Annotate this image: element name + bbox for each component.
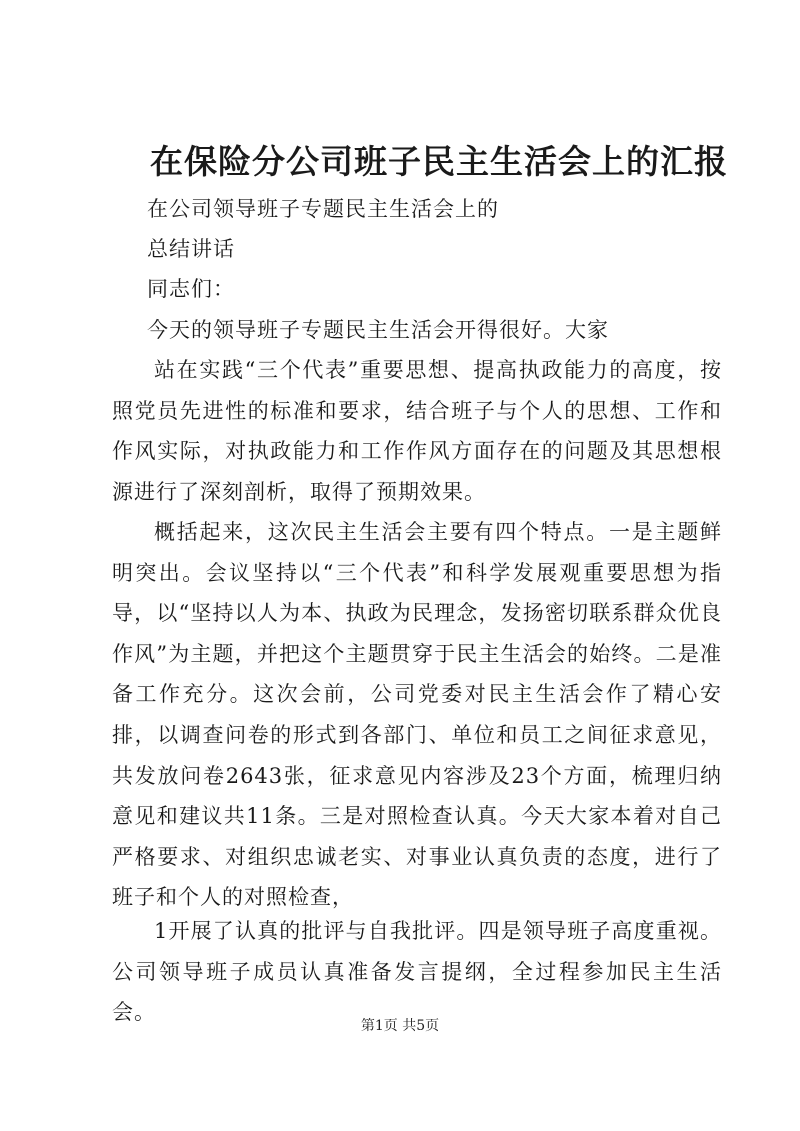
subtitle-line-1: 在公司领导班子专题民主生活会上的 bbox=[147, 197, 499, 221]
document-title: 在保险分公司班子民主生活会上的汇报 bbox=[150, 142, 728, 181]
paragraph-3: 1开展了认真的批评与自我批评。四是领导班子高度重视。公司领导班子成员认真准备发言提纲，全过程参加民主生活会。 bbox=[112, 919, 722, 1025]
paragraph-2: 概括起来，这次民主生活会主要有四个特点。一是主题鲜明突出。会议坚持以“三个代表”和科学发展观重要思想为指导，以“坚持以人为本、执政为民理念，发扬密切联系群众优良作风”为主题，并把这个主题贯穿于民主生活会的始终。二是准备工作充分。这次会前，公司党委对民主生活会作了精心安排，以调查问卷的形式到各部门、单位和员工之间征求意见，共发放问卷2643张，征求意见内容涉及23个方面，梳理归纳意见和建议共11条。三是对照检查认真。今天大家本着对自己严格要求、对组织忠诚老实、对事业认真负责的态度，进行了班子和个人的对照检查， bbox=[112, 520, 722, 910]
page-footer: 第1页 共5页 bbox=[360, 1018, 440, 1034]
salutation: 同志们： bbox=[147, 277, 235, 301]
subtitle-line-2: 总结讲话 bbox=[147, 237, 235, 261]
paragraph-1: 站在实践“三个代表”重要思想、提高执政能力的高度，按照党员先进性的标准和要求，结合班子与个人的思想、工作和作风实际，对执政能力和工作作风方面存在的问题及其思想根源进行了深刻剖析，取得了预期效果。 bbox=[112, 358, 722, 504]
opening-line: 今天的领导班子专题民主生活会开得很好。大家 bbox=[147, 318, 609, 342]
